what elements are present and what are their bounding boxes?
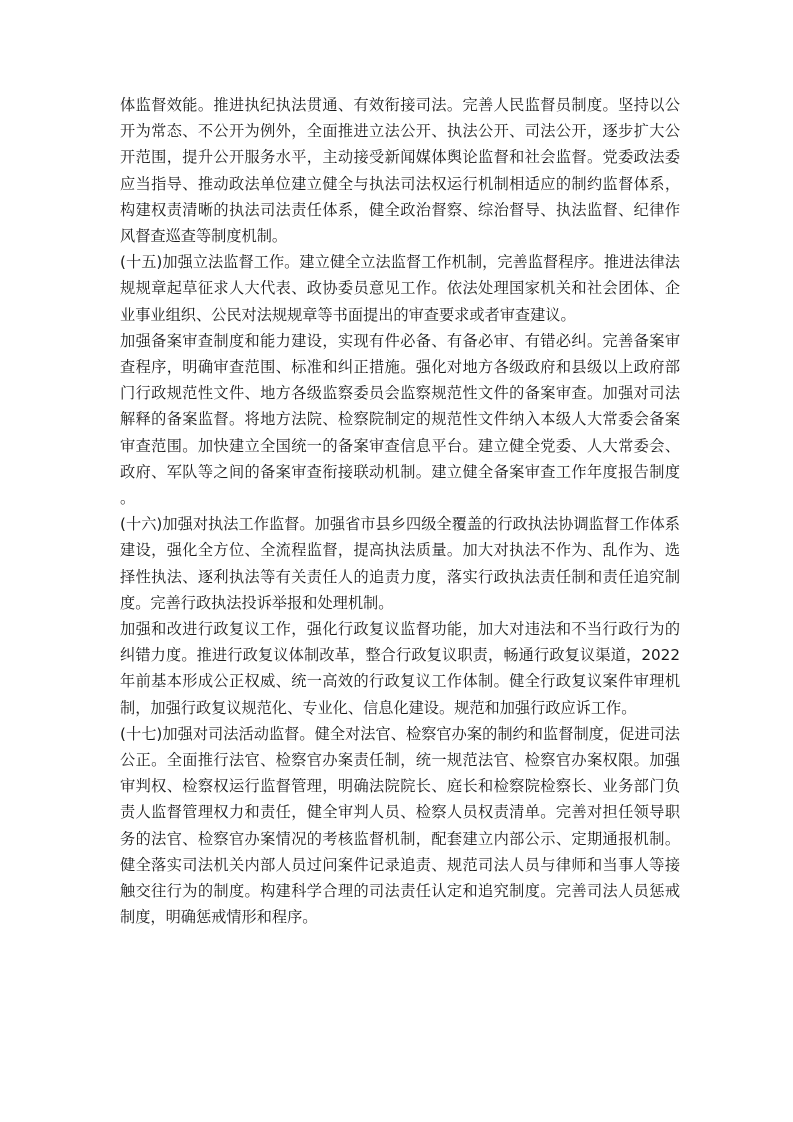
paragraph-17-judicial-oversight: (十七)加强对司法活动监督。健全对法官、检察官办案的制约和监督制度，促进司法公正。全面推行法官、检察官办案责任制，统一规范法官、检察官办案权限。加强审判权、检察权运行监督管理，明确法院院长、庭长和检察院检察长、业务部门负责人监督管理权力和责任，健全审判人员、检察人员权责清单。完善对担任领导职务的法官、检察官办案情况的考核监督机制，配套建立内部公示、定期通报机制。健全落实司法机关内部人员过问案件记录追责、规范司法人员与律师和当事人等接触交往行为的制度。构建科学合理的司法责任认定和追究制度。完善司法人员惩戒制度，明确惩戒情形和程序。 [120, 724, 680, 927]
paragraph-16-law-enforcement-oversight: (十六)加强对执法工作监督。加强省市县乡四级全覆盖的行政执法协调监督工作体系建设，强化全方位、全流程监督，提高执法质量。加大对执法不作为、乱作为、选择性执法、逐利执法等有关责任人的追责力度，落实行政执法责任制和责任追究制度。完善行政执法投诉举报和处理机制。 [120, 515, 680, 612]
paragraph-continuation: 体监督效能。推进执纪执法贯通、有效衔接司法。完善人民监督员制度。坚持以公开为常态、不公开为例外，全面推进立法公开、执法公开、司法公开，逐步扩大公开范围，提升公开服务水平，主动接受新闻媒体舆论监督和社会监督。党委政法委应当指导、推动政法单位建立健全与执法司法权运行机制相适应的制约监督体系，构建权责清晰的执法司法责任体系，健全政治督察、综治督导、执法监督、纪律作风督查巡查等制度机制。 [120, 96, 680, 246]
document-body [120, 92, 680, 931]
paragraph-15-legislative-oversight: (十五)加强立法监督工作。建立健全立法监督工作机制，完善监督程序。推进法律法规规章起草征求人大代表、政协委员意见工作。依法处理国家机关和社会团体、企业事业组织、公民对法规规章等书面提出的审查要求或者审查建议。 [120, 253, 680, 324]
paragraph-filing-review: 加强备案审查制度和能力建设，实现有件必备、有备必审、有错必纠。完善备案审查程序，明确审查范围、标准和纠正措施。强化对地方各级政府和县级以上政府部门行政规范性文件、地方各级监察委员会监察规范性文件的备案审查。加强对司法解释的备案监督。将地方法院、检察院制定的规范性文件纳入本级人大常委会备案审查范围。加快建立全国统一的备案审查信息平台。建立健全党委、人大常委会、政府、军队等之间的备案审查衔接联动机制。建立健全备案审查工作年度报告制度。 [120, 331, 680, 508]
paragraph-administrative-reconsideration: 加强和改进行政复议工作，强化行政复议监督功能，加大对违法和不当行政行为的纠错力度。推进行政复议体制改革，整合行政复议职责，畅通行政复议渠道，2022年前基本形成公正权威、统一高效的行政复议工作体制。健全行政复议案件审理机制，加强行政复议规范化、专业化、信息化建设。规范和加强行政应诉工作。 [120, 620, 680, 717]
